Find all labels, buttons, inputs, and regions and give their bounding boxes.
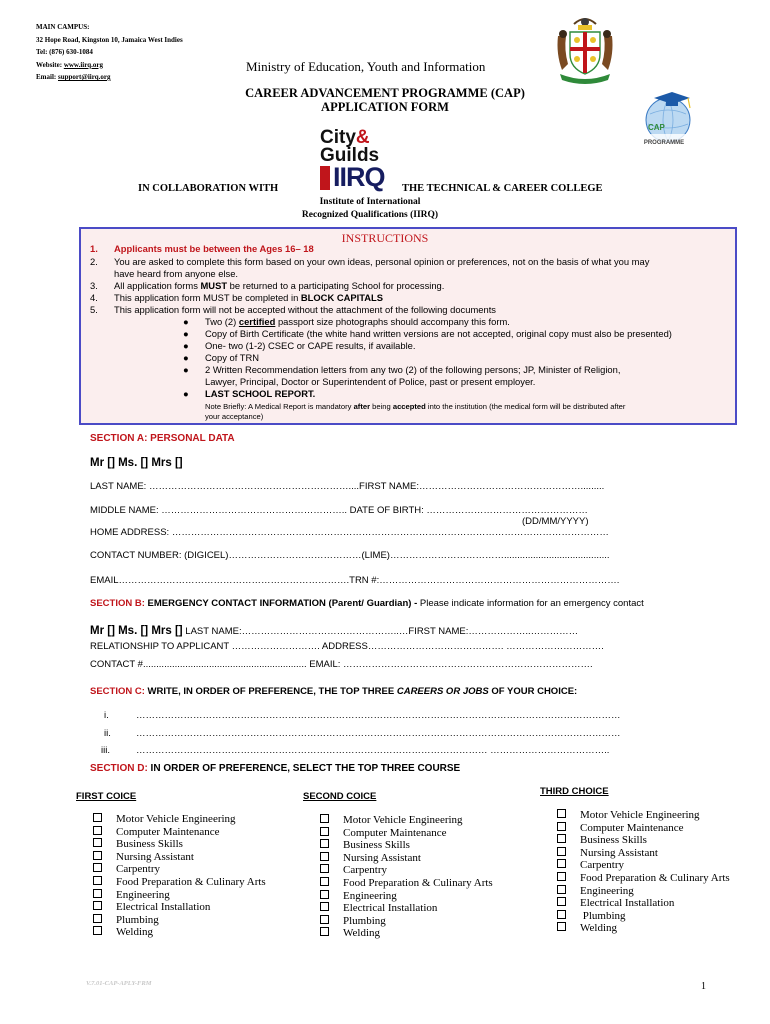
instruction-num-5: 5. — [90, 304, 98, 315]
instruction-num-4: 4. — [90, 292, 98, 303]
checkbox[interactable] — [320, 814, 329, 823]
checkbox[interactable] — [557, 910, 566, 919]
iirq-name-line1: Institute of International — [319, 197, 421, 207]
checkbox[interactable] — [557, 809, 566, 818]
logo-city: City& — [320, 127, 370, 148]
career-choice-2-field[interactable]: ……………………………………………………………………………………………………………………………………… — [136, 728, 621, 739]
checkbox[interactable] — [320, 839, 329, 848]
document-trn: Copy of TRN — [205, 352, 260, 363]
course-option[interactable]: Computer Maintenance — [93, 826, 266, 839]
form-version-code: V.7.01-CAP-APLY-FRM — [86, 980, 152, 987]
checkbox[interactable] — [557, 822, 566, 831]
checkbox[interactable] — [93, 876, 102, 885]
campus-tel: Tel: (876) 630-1084 — [36, 48, 93, 56]
collab-right-text: THE TECHNICAL & CAREER COLLEGE — [402, 183, 603, 194]
checkbox[interactable] — [557, 834, 566, 843]
career-choice-3-field[interactable]: ………………………………………………………………………………………………… ……………………………….. — [136, 745, 610, 756]
career-choice-num: ii. — [104, 728, 111, 739]
first-choice-list — [93, 813, 266, 939]
course-option[interactable]: Motor Vehicle Engineering — [93, 813, 266, 826]
checkbox[interactable] — [557, 859, 566, 868]
course-option[interactable]: Food Preparation & Culinary Arts — [557, 872, 730, 885]
checkbox[interactable] — [557, 922, 566, 931]
instruction-2-cont: have heard from anyone else. — [114, 268, 239, 279]
checkbox[interactable] — [320, 827, 329, 836]
relationship-address-field[interactable]: RELATIONSHIP TO APPLICANT ………………………. ADDRESS……………………………………. …………………………. — [90, 641, 604, 652]
email-trn-field[interactable]: EMAIL……………………………………………………………….TRN #:…………………………………………………………………. — [90, 575, 620, 586]
third-choice-header: THIRD CHOICE — [540, 786, 609, 797]
checkbox[interactable] — [320, 902, 329, 911]
title-options-a[interactable]: Mr [] Ms. [] Mrs [] — [90, 457, 183, 469]
checkbox[interactable] — [320, 877, 329, 886]
course-option[interactable]: Plumbing — [93, 914, 266, 927]
dob-format-hint: (DD/MM/YYYY) — [522, 516, 589, 527]
jamaica-coat-of-arms-logo — [554, 14, 616, 84]
document-recommendations: 2 Written Recommendation letters from any two (2) of the following persons; JP, Minister of Religion, — [205, 364, 621, 375]
checkbox[interactable] — [93, 851, 102, 860]
campus-email — [36, 71, 183, 84]
course-option[interactable]: Engineering — [557, 885, 730, 898]
course-option[interactable]: Nursing Assistant — [93, 851, 266, 864]
collab-left-text: IN COLLABORATION WITH — [138, 183, 279, 194]
website-prefix: Website: — [36, 60, 64, 69]
course-option[interactable]: Food Preparation & Culinary Arts — [93, 876, 266, 889]
bullet-dot: ● — [183, 364, 189, 375]
instructions-title: INSTRUCTIONS — [341, 231, 429, 245]
course-option[interactable]: Business Skills — [557, 834, 730, 847]
emergency-contact-email-field[interactable]: CONTACT #.............................................................. EMAIL: ……………………………………………………………………. — [90, 659, 593, 670]
second-choice-list — [320, 814, 493, 940]
checkbox[interactable] — [320, 864, 329, 873]
checkbox[interactable] — [320, 915, 329, 924]
instruction-num-1: 1. — [90, 243, 98, 254]
emergency-name-field[interactable]: Mr [] Ms. [] Mrs [] LAST NAME:…………………………………………..…FIRST NAME:………………..…………… — [90, 625, 579, 637]
course-option[interactable]: Computer Maintenance — [557, 822, 730, 835]
course-option[interactable]: Carpentry — [320, 864, 493, 877]
third-choice-list — [557, 809, 730, 935]
bullet-dot: ● — [183, 328, 189, 339]
course-option[interactable]: Computer Maintenance — [320, 827, 493, 840]
course-option[interactable]: Business Skills — [93, 838, 266, 851]
email-link[interactable]: support@iirq.org — [57, 73, 111, 81]
last-first-name-field[interactable]: LAST NAME: ………………………………………………………....FIRST NAME:……………………………………………......... — [90, 481, 605, 492]
instruction-5: This application form will not be accepted without the attachment of the following documents — [114, 304, 496, 315]
checkbox[interactable] — [93, 826, 102, 835]
city-guilds-iirq-logo — [320, 129, 400, 193]
home-address-field[interactable]: HOME ADDRESS: ………………………………………………………………………………………………………………………… — [90, 527, 609, 538]
document-recommendations-cont: Lawyer, Principal, Doctor or Superintendent of Police, past or present employer. — [205, 376, 536, 387]
document-birth-cert: Copy of Birth Certificate (the white hand written versions are not accepted, original copy must also be presented) — [205, 328, 672, 339]
checkbox[interactable] — [320, 852, 329, 861]
document-school-report: LAST SCHOOL REPORT. — [205, 388, 316, 399]
iirq-name-line2: Recognized Qualifications (IIRQ) — [301, 210, 439, 220]
career-choice-num: iii. — [101, 745, 110, 756]
cap-logo-text: PROGRAMME — [643, 140, 685, 146]
instruction-1: Applicants must be between the Ages 16– 18 — [114, 243, 314, 254]
section-d-heading: SECTION D: IN ORDER OF PREFERENCE, SELECT THE TOP THREE COURSE — [90, 763, 461, 774]
middle-name-dob-field[interactable]: MIDDLE NAME: ………………………………………………….. DATE OF BIRTH: …………………………………………… — [90, 505, 588, 516]
career-choice-1-field[interactable]: ……………………………………………………………………………………………………………………………………… — [136, 710, 621, 721]
instruction-num-2: 2. — [90, 256, 98, 267]
campus-label: MAIN CAMPUS: — [36, 23, 90, 31]
course-option[interactable]: Electrical Installation — [93, 901, 266, 914]
instruction-4: This application form MUST be completed in BLOCK CAPITALS — [114, 292, 384, 303]
checkbox[interactable] — [93, 914, 102, 923]
career-choice-num: i. — [104, 710, 109, 721]
section-a-heading: SECTION A: PERSONAL DATA — [90, 433, 235, 444]
campus-contact-block — [36, 21, 183, 84]
instruction-2: You are asked to complete this form based on your own ideas, personal opinion or preferences, not on the basis of what you may — [114, 256, 650, 267]
checkbox[interactable] — [93, 901, 102, 910]
page-number: 1 — [701, 981, 706, 992]
checkbox[interactable] — [93, 889, 102, 898]
bullet-dot: ● — [183, 316, 189, 327]
course-option[interactable]: Food Preparation & Culinary Arts — [320, 877, 493, 890]
logo-guilds: Guilds — [320, 145, 380, 166]
campus-website — [36, 59, 183, 72]
course-option[interactable]: Plumbing — [557, 910, 730, 923]
email-prefix: Email: — [36, 73, 58, 81]
course-option[interactable]: Welding — [320, 927, 493, 940]
contact-number-field[interactable]: CONTACT NUMBER: (DIGICEL)……………………………………(LIME)………………………………........................................ — [90, 550, 610, 561]
course-option[interactable]: Engineering — [320, 890, 493, 903]
section-c-heading: SECTION C: WRITE, IN ORDER OF PREFERENCE, THE TOP THREE CAREERS OR JOBS OF YOUR CHOICE: — [90, 686, 578, 697]
course-option[interactable]: Motor Vehicle Engineering — [320, 814, 493, 827]
checkbox[interactable] — [320, 890, 329, 899]
bullet-dot: ● — [183, 388, 189, 399]
course-option[interactable]: Welding — [93, 926, 266, 939]
course-option[interactable]: Engineering — [93, 889, 266, 902]
course-option[interactable]: Nursing Assistant — [557, 847, 730, 860]
course-option[interactable]: Business Skills — [320, 839, 493, 852]
medical-note: Note Briefly: A Medical Report is mandatory after being accepted into the institution (the medical form will be distributed after — [205, 402, 626, 411]
checkbox[interactable] — [557, 847, 566, 856]
checkbox[interactable] — [557, 872, 566, 881]
course-option[interactable]: Electrical Installation — [557, 897, 730, 910]
course-option[interactable]: Carpentry — [557, 859, 730, 872]
instruction-num-3: 3. — [90, 280, 98, 291]
cap-logo-short: CAP — [648, 123, 665, 132]
logo-iirq: IIRQ — [333, 162, 385, 192]
campus-address: 32 Hope Road, Kingston 10, Jamaica West Indies — [36, 35, 183, 44]
checkbox[interactable] — [320, 927, 329, 936]
form-title-line1: CAREER ADVANCEMENT PROGRAMME (CAP) — [245, 86, 525, 100]
course-option[interactable]: Welding — [557, 922, 730, 935]
course-option[interactable]: Nursing Assistant — [320, 852, 493, 865]
logo-red-bar — [320, 166, 330, 190]
bullet-dot: ● — [183, 340, 189, 351]
document-photos: Two (2) certified passport size photographs should accompany this form. — [205, 316, 510, 327]
course-option[interactable]: Carpentry — [93, 863, 266, 876]
section-b-heading: SECTION B: EMERGENCY CONTACT INFORMATION (Parent/ Guardian) - Please indicate information for an emergency contact — [90, 598, 644, 609]
bullet-dot: ● — [183, 352, 189, 363]
instruction-3: All application forms MUST be returned to a participating School for processing. — [114, 280, 445, 291]
second-choice-header: SECOND COICE — [303, 791, 377, 802]
checkbox[interactable] — [557, 885, 566, 894]
cap-globe-logo — [630, 92, 698, 150]
ministry-name: Ministry of Education, Youth and Information — [246, 59, 486, 74]
checkbox[interactable] — [93, 813, 102, 822]
medical-note-cont: your acceptance) — [205, 412, 264, 421]
document-results: One- two (1-2) CSEC or CAPE results, if available. — [205, 340, 416, 351]
course-option[interactable]: Electrical Installation — [320, 902, 493, 915]
website-link[interactable]: www.iirq.org — [63, 60, 103, 69]
checkbox[interactable] — [93, 838, 102, 847]
course-option[interactable]: Plumbing — [320, 915, 493, 928]
checkbox[interactable] — [93, 863, 102, 872]
checkbox[interactable] — [557, 897, 566, 906]
checkbox[interactable] — [93, 926, 102, 935]
course-option[interactable]: Motor Vehicle Engineering — [557, 809, 730, 822]
form-title-line2: APPLICATION FORM — [321, 100, 449, 114]
first-choice-header: FIRST COICE — [76, 791, 137, 802]
